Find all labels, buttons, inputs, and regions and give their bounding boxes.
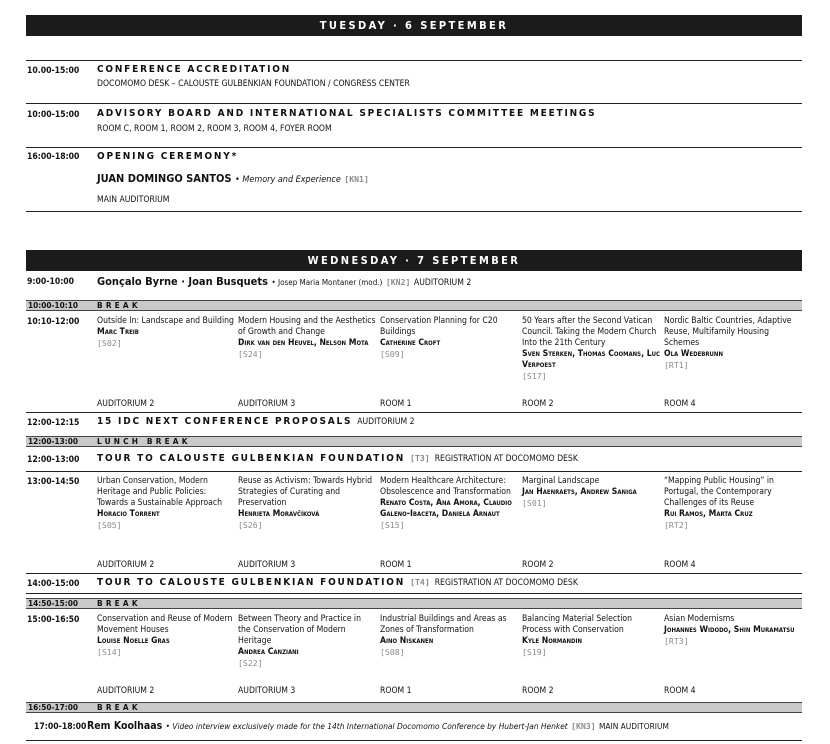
session-title: 50 Years after the Second Vatican Council. Taking the Modern Church Into the 21th Century <box>522 316 657 348</box>
session-title: Modern Housing and the Aesthetics of Growth and Change <box>238 316 376 337</box>
session-title: Reuse as Activism: Towards Hybrid Strategies of Curating and Preservation <box>238 476 373 508</box>
talk-topic: • Video interview exclusively made for the 14th International Docomomo Conference by Hubert-Jan Henket <box>165 721 568 731</box>
session-title: Between Theory and Practice in the Conservation of Modern Heritage <box>238 614 361 646</box>
session-cell <box>380 316 518 360</box>
break-time: 12:00-13:00 <box>28 436 78 446</box>
session-authors: Renato Costa, Ana Amora, Claudio Galeno-Ibaceta, Daniela Arnaut <box>380 498 512 519</box>
divider <box>26 211 802 212</box>
session-title: Asian Modernisms <box>664 614 735 624</box>
divider <box>26 740 802 741</box>
row-title: CONFERENCE ACCREDITATION <box>97 64 292 75</box>
block-time: 10:10-12:00 <box>27 317 80 327</box>
speaker-name: JUAN DOMINGO SANTOS <box>97 172 232 185</box>
session-code: [S09] <box>380 349 405 359</box>
session-cell <box>664 316 802 371</box>
session-code: [KN3] <box>571 721 596 731</box>
session-code: [S08] <box>380 647 405 657</box>
divider <box>26 412 802 413</box>
session-code: [KN2] <box>385 277 411 287</box>
session-authors: Ola Wedebrunn <box>664 349 723 359</box>
row-location: DOCOMOMO DESK – CALOUSTE GULBENKIAN FOUNDATION / CONGRESS CENTER <box>97 79 410 89</box>
session-title: Urban Conservation, Modern Heritage and Public Policies: Towards a Sustainable Approach <box>97 476 223 508</box>
session-code: [S15] <box>380 520 405 530</box>
session-code: [S17] <box>522 371 547 381</box>
row-time: 14:00-15:00 <box>27 579 80 589</box>
session-authors: Henrieta Moravčíková <box>238 509 320 519</box>
break-time: 10:00-10:10 <box>28 300 78 310</box>
keynote-line <box>87 720 669 732</box>
session-authors: Andrea Canziani <box>238 647 299 657</box>
session-cell <box>664 476 802 531</box>
keynote-line <box>97 275 471 288</box>
talk-topic: • Memory and Experience <box>235 175 341 185</box>
row-time: 10.00-15:00 <box>27 66 80 76</box>
tour-note: REGISTRATION AT DOCOMOMO DESK <box>434 454 578 464</box>
room-label: ROOM 1 <box>380 560 412 570</box>
row-location: ROOM C, ROOM 1, ROOM 2, ROOM 3, ROOM 4, FOYER ROOM <box>97 124 332 134</box>
lunch-bar <box>26 436 802 447</box>
session-cell <box>664 614 802 647</box>
session-authors: Sven Sterken, Thomas Coomans, Luc Verpoest <box>522 349 660 370</box>
tour-title: TOUR TO CALOUSTE GULBENKIAN FOUNDATION <box>97 453 406 464</box>
room-label: AUDITORIUM 2 <box>97 686 155 696</box>
room-label: AUDITORIUM 2 <box>357 417 415 427</box>
session-authors: Catherine Croft <box>380 338 441 348</box>
room-label: ROOM 4 <box>664 686 696 696</box>
block-time: 15:00-16:50 <box>27 615 80 625</box>
divider <box>26 573 802 574</box>
session-title: Industrial Buildings and Areas as Zones of Transformation <box>380 614 507 635</box>
room-label: ROOM 2 <box>522 560 554 570</box>
row-title <box>97 416 415 427</box>
session-cell <box>97 614 235 658</box>
session-authors: Johannes Widodo, Shin Muramatsu <box>664 625 795 635</box>
session-code: [S24] <box>238 349 263 359</box>
session-cell <box>238 614 376 669</box>
session-code: [S02] <box>97 338 122 348</box>
session-code: [S05] <box>97 520 122 530</box>
session-authors: Aino Niskanen <box>380 636 434 646</box>
session-authors: Dirk van den Heuvel, Nelson Mota <box>238 338 369 348</box>
session-title: “Mapping Public Housing” in Portugal, the Contemporary Challenges of its Reuse <box>664 476 774 508</box>
session-code: [S01] <box>522 498 547 508</box>
row-title <box>97 577 578 588</box>
room-label: AUDITORIUM 3 <box>238 686 296 696</box>
session-code: [S26] <box>238 520 263 530</box>
session-cell <box>522 476 660 509</box>
session-authors: Horacio Torrent <box>97 509 160 519</box>
proposals-title: 15 IDC NEXT CONFERENCE PROPOSALS <box>97 416 353 427</box>
room-label: ROOM 4 <box>664 399 696 409</box>
tuesday-header: TUESDAY · 6 SEPTEMBER <box>26 15 802 36</box>
session-cell <box>238 476 376 531</box>
divider <box>26 60 802 61</box>
room-label: AUDITORIUM 2 <box>97 560 155 570</box>
session-code: [RT3] <box>664 636 689 646</box>
row-time: 12:00-12:15 <box>27 418 80 428</box>
session-code: [RT1] <box>664 360 689 370</box>
tour-title: TOUR TO CALOUSTE GULBENKIAN FOUNDATION <box>97 577 406 588</box>
room-label: ROOM 2 <box>522 399 554 409</box>
session-cell <box>522 316 660 382</box>
wednesday-header: WEDNESDAY · 7 SEPTEMBER <box>26 250 802 271</box>
session-cell <box>97 316 235 349</box>
session-title: Modern Healthcare Architecture: Obsolescence and Transformation <box>380 476 511 497</box>
session-title: Nordic Baltic Countries, Adaptive Reuse, Multifamily Housing Schemes <box>664 316 792 348</box>
break-label: LUNCH BREAK <box>97 436 191 446</box>
room-label: AUDITORIUM 3 <box>238 399 296 409</box>
room-label: ROOM 2 <box>522 686 554 696</box>
session-cell <box>380 476 518 531</box>
session-code: [T3] <box>410 453 430 463</box>
session-cell <box>97 476 235 531</box>
break-label: BREAK <box>97 598 141 608</box>
session-code: [S14] <box>97 647 122 657</box>
session-cell <box>238 316 376 360</box>
break-time: 16:50-17:00 <box>28 702 78 712</box>
session-authors: Jan Haenraets, Andrew Saniga <box>522 487 637 497</box>
row-title <box>97 453 578 464</box>
row-time: 17:00-18:00 <box>34 722 87 732</box>
row-location: MAIN AUDITORIUM <box>97 195 170 205</box>
row-time: 12:00-13:00 <box>27 455 80 465</box>
session-code: [S19] <box>522 647 547 657</box>
session-code: [RT2] <box>664 520 689 530</box>
room-label: AUDITORIUM 2 <box>97 399 155 409</box>
room-label: ROOM 4 <box>664 560 696 570</box>
session-cell <box>380 614 518 658</box>
session-title: Balancing Material Selection Process with Conservation <box>522 614 632 635</box>
session-authors: Kyle Normandin <box>522 636 583 646</box>
session-code: [S22] <box>238 658 263 668</box>
row-title: OPENING CEREMONY* <box>97 151 239 162</box>
row-time: 9:00-10:00 <box>27 277 75 287</box>
room-label: ROOM 1 <box>380 399 412 409</box>
divider <box>26 593 802 594</box>
break-bar <box>26 702 802 713</box>
room-label: ROOM 1 <box>380 686 412 696</box>
block-time: 13:00-14:50 <box>27 477 80 487</box>
speaker-line <box>97 172 369 185</box>
break-label: BREAK <box>97 702 141 712</box>
tour-note: REGISTRATION AT DOCOMOMO DESK <box>434 578 578 588</box>
session-authors: Louise Noelle Gras <box>97 636 170 646</box>
room-label: AUDITORIUM 3 <box>238 560 296 570</box>
moderator: • Josep Maria Montaner (mod.) <box>271 278 383 287</box>
session-title: Marginal Landscape <box>522 476 600 486</box>
break-bar <box>26 300 802 311</box>
row-time: 10:00-15:00 <box>27 110 80 120</box>
keynote-speakers: Gonçalo Byrne · Joan Busquets <box>97 275 269 288</box>
room-label: AUDITORIUM 2 <box>413 278 472 288</box>
break-bar <box>26 598 802 609</box>
divider <box>26 147 802 148</box>
room-label: MAIN AUDITORIUM <box>598 721 669 731</box>
session-authors: Marc Treib <box>97 327 139 337</box>
session-title: Outside In: Landscape and Building <box>97 316 234 326</box>
row-title: ADVISORY BOARD AND INTERNATIONAL SPECIALISTS COMMITTEE MEETINGS <box>97 108 597 119</box>
break-label: BREAK <box>97 300 141 310</box>
divider <box>26 103 802 104</box>
session-title: Conservation and Reuse of Modern Movement Houses <box>97 614 233 635</box>
session-title: Conservation Planning for C20 Buildings <box>380 316 498 337</box>
session-authors: Rui Ramos, Marta Cruz <box>664 509 753 519</box>
session-code: [KN1] <box>344 174 369 184</box>
break-time: 14:50-15:00 <box>28 598 78 608</box>
keynote-speaker: Rem Koolhaas <box>87 720 163 732</box>
divider <box>26 471 802 472</box>
session-cell <box>522 614 660 658</box>
row-time: 16:00-18:00 <box>27 152 80 162</box>
session-code: [T4] <box>410 577 430 587</box>
